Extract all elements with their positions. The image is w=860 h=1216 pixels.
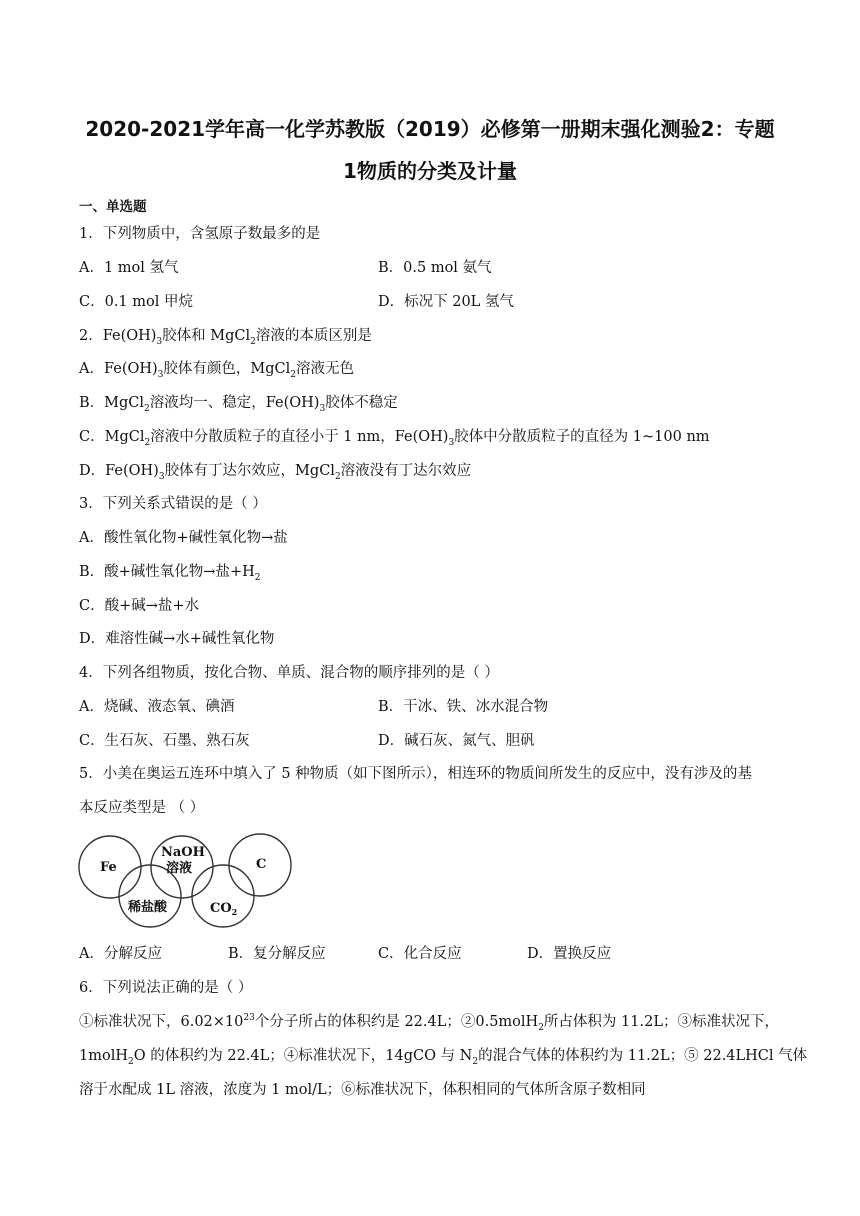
question-5-option-d: D．置换反应	[527, 946, 612, 962]
question-6-statement-line2: 1molH$_2$O 的体积约为 22.4L；④标准状况下，14gCO 与 $N_2$的混合气体的体积约为 11.2L；⑤ 22.4LHCl 气体	[79, 1048, 808, 1067]
question-5-stem-line1: 5．小美在奥运五连环中填入了 5 种物质（如下图所示），相连环的物质间所发生的反应中，没有涉及的基	[79, 766, 752, 782]
question-1-option-b: B．0.5 mol 氨气	[378, 260, 492, 276]
question-2-option-a: A．$Fe(OH)_3$胶体有颜色，MgCl$_2$溶液无色	[79, 361, 355, 380]
question-3-option-b: B．酸+碱性氧化物→盐$+H_2$	[79, 564, 261, 583]
question-4-option-b: B．干冰、铁、冰水混合物	[378, 699, 549, 715]
question-2-option-b: B．MgCl$_2$溶液均一、稳定，$Fe(OH)_3$胶体不稳定	[79, 395, 398, 414]
question-4-stem: 4．下列各组物质，按化合物、单质、混合物的顺序排列的是（ ）	[79, 665, 499, 681]
question-1-option-a: A．1 mol 氢气	[79, 260, 179, 276]
ring-label-c: C	[256, 857, 267, 872]
question-2-stem: 2．$Fe(OH)_3$胶体和 MgCl$_2$溶液的本质区别是	[79, 328, 372, 347]
question-1-option-c: C．0.1 mol 甲烷	[79, 294, 193, 310]
ring-label-naoh-1: NaOH	[161, 845, 205, 860]
question-3-stem: 3．下列关系式错误的是（ ）	[79, 496, 267, 512]
ring-label-hcl: 稀盐酸	[128, 900, 168, 915]
ring-label-co2: $CO_2$	[210, 901, 238, 917]
document-title-line1: 2020-2021学年高一化学苏教版（2019）必修第一册期末强化测验2：专题	[85, 117, 775, 141]
question-1-stem: 1．下列物质中，含氢原子数最多的是	[79, 226, 321, 242]
olympic-rings-diagram	[76, 833, 296, 929]
question-3-option-c: C．酸+碱→盐+水	[79, 598, 200, 614]
question-5-option-b: B．复分解反应	[228, 946, 326, 962]
question-5-option-c: C．化合反应	[378, 946, 462, 962]
question-2-option-d: D．$Fe(OH)_3$胶体有丁达尔效应，MgCl$_2$溶液没有丁达尔效应	[79, 463, 472, 482]
question-4-option-c: C．生石灰、石墨、熟石灰	[79, 733, 250, 749]
ring-co2	[192, 865, 254, 927]
ring-label-naoh-2: 溶液	[166, 861, 193, 876]
question-6-stem: 6．下列说法正确的是（ ）	[79, 980, 253, 996]
ring-label-fe: Fe	[100, 860, 117, 875]
question-4-option-d: D．碱石灰、氮气、胆矾	[378, 733, 535, 749]
question-6-statement-line3: 溶于水配成 1L 溶液，浓度为 1 mol/L；⑥标准状况下，体积相同的气体所含原子数相同	[79, 1082, 646, 1098]
question-6-statement-line1: ①标准状况下，$6.02\times 10^{23}$个分子所占的体积约是 22.4L；②0.5molH$_2$所占体积为 11.2L；③标准状况下，	[79, 1013, 779, 1033]
question-4-option-a: A．烧碱、液态氧、碘酒	[79, 699, 235, 715]
question-5-option-a: A．分解反应	[79, 946, 162, 962]
question-3-option-d: D．难溶性碱→水+碱性氧化物	[79, 631, 275, 647]
question-5-stem-line2: 本反应类型是 （ ）	[79, 800, 205, 816]
question-3-option-a: A．酸性氧化物+碱性氧化物→盐	[79, 530, 288, 546]
section-heading: 一、单选题	[79, 199, 147, 215]
question-1-option-d: D．标况下 20L 氢气	[378, 294, 514, 310]
question-2-option-c: C．MgCl$_2$溶液中分散质粒子的直径小于 1 nm，$Fe(OH)_3$胶体中分散质粒子的直径为 1~100 nm	[79, 429, 710, 448]
document-title-line2: 1物质的分类及计量	[343, 159, 517, 183]
